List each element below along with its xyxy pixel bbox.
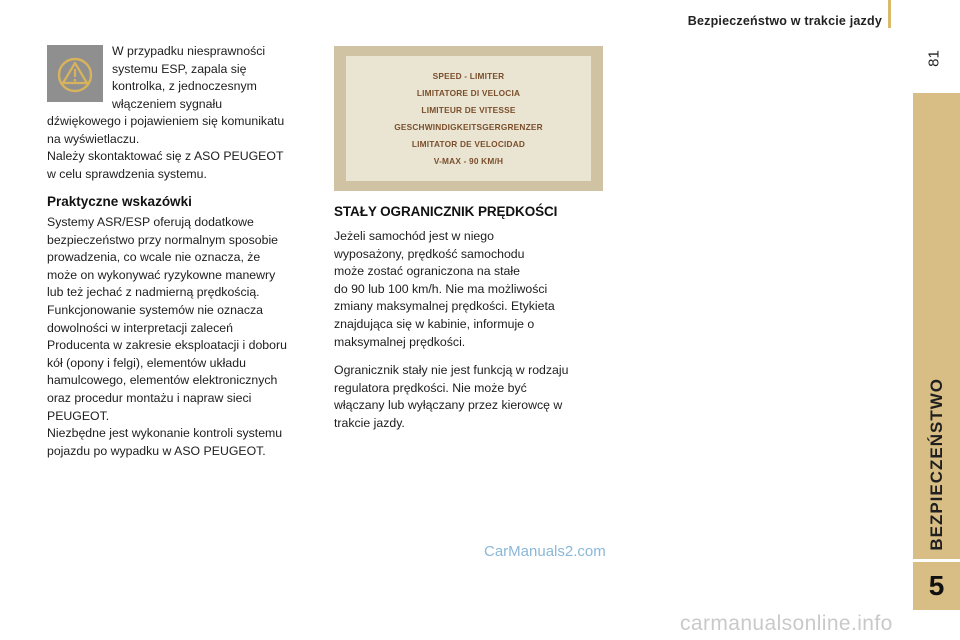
speed-limiter-paragraph-2 [334,362,604,432]
label-line: LIMITATOR DE VELOCIDAD [411,138,526,149]
text-line: Ogranicznik stały nie jest funkcją w rodzaju [334,363,569,377]
text-line: włączany lub wyłączany przez kierowcę w [334,398,563,413]
text-line: regulatora prędkości. Nie może być [334,380,527,395]
text-line: Systemy ASR/ESP oferują dodatkowe [47,215,254,229]
text-line: maksymalnej prędkości. [334,334,466,349]
text-line: trakcie jazdy. [334,415,405,430]
text-line: W przypadku niesprawności [112,44,266,58]
speed-limiter-paragraph-1 [334,228,604,351]
text-line: kontrolka, z jednoczesnym [112,79,257,94]
text-line: pojazdu po wypadku w ASO PEUGEOT. [47,443,266,458]
text-line: Należy skontaktować się z ASO PEUGEOT [47,149,284,164]
page-header-title: Bezpieczeństwo w trakcie jazdy [687,14,882,28]
text-line: kół (opony i felgi), elementów układu [47,355,246,370]
chapter-number: 5 [913,562,960,610]
text-line: bezpieczeństwo przy normalnym sposobie [47,232,279,247]
chapter-side-label: BEZPIECZEŃSTWO [926,378,946,551]
text-line: Funkcjonowanie systemów nie oznacza [47,302,263,317]
text-line: oraz procedur montażu i napraw sieci [47,390,252,405]
text-line: hamulcowego, elementów elektronicznych [47,373,278,388]
speed-limiter-heading: STAŁY OGRANICZNIK PRĘDKOŚCI [334,204,558,219]
label-line: LIMITATORE DI VELOCIA [416,87,521,98]
speed-limiter-label-photo [334,46,603,191]
text-line: PEUGEOT. [47,408,110,423]
text-line: zmiany maksymalnej prędkości. Etykieta [334,299,555,314]
text-line: lub też jechać z nadmierną prędkością. [47,285,260,300]
text-line: na wyświetlaczu. [47,131,140,146]
watermark-carmanualsonline: carmanualsonline.info [680,612,893,635]
tips-paragraph [47,214,319,460]
text-line: Niezbędne jest wykonanie kontroli systemu [47,426,283,441]
watermark-carmanuals2: CarManuals2.com [484,543,606,560]
text-line: prowadzenia, co wcale nie oznacza, że [47,250,261,265]
text-line: dźwiękowego i pojawieniem się komunikatu [47,114,285,128]
text-line: włączeniem sygnału [112,96,223,111]
chapter-side-label-wrap [913,93,960,559]
text-line: znajdująca się w kabinie, informuje o [334,316,535,331]
tips-heading: Praktyczne wskazówki [47,194,192,209]
label-line: V-MAX - 90 KM/H [433,155,504,166]
label-line: GESCHWINDIGKEITSGERGRENZER [394,121,543,132]
text-line: dowolności w interpretacji zaleceń [47,320,233,335]
header-rule [888,0,891,28]
label-line: SPEED - LIMITER [432,70,505,81]
text-line: może on wykonywać ryzykowne manewry [47,267,276,282]
esp-warning-paragraph [112,43,302,113]
text-line: systemu ESP, zapala się [112,61,247,76]
warning-triangle-icon [47,45,103,102]
text-line: może zostać ograniczona na stałe [334,264,520,279]
label-line: LIMITEUR DE VITESSE [421,104,516,115]
speed-limiter-label [346,56,591,181]
text-line: Producenta w zakresie eksploatacji i doboru [47,338,287,353]
text-line: wyposażony, prędkość samochodu [334,246,525,261]
text-line: Jeżeli samochód jest w niego [334,229,494,243]
text-line: w celu sprawdzenia systemu. [47,166,207,181]
page-number: 81 [925,50,943,67]
esp-warning-paragraph-continued [47,113,317,183]
text-line: do 90 lub 100 km/h. Nie ma możliwości [334,281,548,296]
